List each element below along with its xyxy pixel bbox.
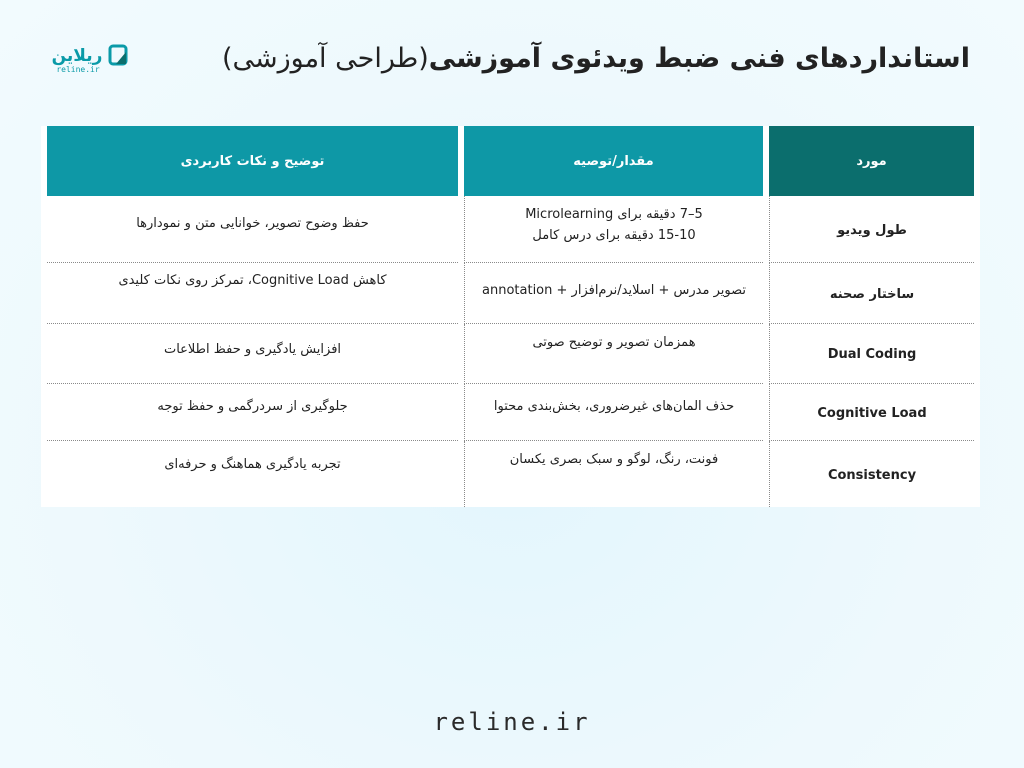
standards-table (41, 126, 980, 507)
table-row (47, 441, 974, 507)
logo-emblem-icon (108, 44, 130, 68)
value-line: فونت، رنگ، لوگو و سبک بصری یکسان (509, 452, 719, 467)
table-row (47, 384, 974, 441)
header-item: مورد (769, 126, 974, 196)
footer-url[interactable]: reline.ir (433, 708, 591, 736)
logo-wordmark: ریلاین (51, 46, 103, 66)
cell-description: تجربه یادگیری هماهنگ و حرفه‌ای (164, 457, 341, 472)
table-row (47, 263, 974, 324)
cell-item: Dual Coding (769, 324, 974, 384)
cell-description: افزایش یادگیری و حفظ اطلاعات (47, 324, 458, 384)
logo-subtext: reline.ir (56, 65, 100, 74)
table-row (47, 196, 974, 263)
cell-value (464, 263, 763, 324)
cell-value (464, 324, 763, 384)
cell-description: کاهش Cognitive Load، تمرکز روی نکات کلیدی (47, 263, 458, 324)
cell-item: طول ویدیو (769, 196, 974, 263)
value-line: همزمان تصویر و توضیح صوتی (532, 335, 696, 350)
value-line: 15-10 دقیقه برای درس کامل (532, 228, 696, 243)
table-header-row (47, 126, 974, 196)
cell-item: Cognitive Load (769, 384, 974, 441)
header-description: توضیح و نکات کاربردی (47, 126, 458, 196)
value-line: تصویر مدرس + اسلاید/نرم‌افزار + annotation (482, 283, 746, 298)
cell-value (464, 196, 763, 263)
cell-item: ساختار صحنه (769, 263, 974, 324)
cell-item: Consistency (769, 441, 974, 507)
title-main: استانداردهای فنی ضبط ویدئوی آموزشی (428, 43, 970, 74)
title-suffix: (طراحی آموزشی) (221, 43, 429, 74)
cell-description: جلوگیری از سردرگمی و حفظ توجه (47, 384, 458, 441)
page-title (210, 40, 970, 80)
cell-value (464, 441, 763, 507)
table-row (47, 324, 974, 384)
cell-description: حفظ وضوح تصویر، خوانایی متن و نمودارها (47, 196, 458, 263)
header-value: مقدار/توصیه (464, 126, 763, 196)
cell-value (464, 384, 763, 441)
value-line: 5–7 دقیقه برای Microlearning (525, 207, 703, 222)
brand-logo[interactable] (48, 42, 130, 78)
value-line: حذف المان‌های غیرضروری، بخش‌بندی محتوا (493, 399, 735, 414)
